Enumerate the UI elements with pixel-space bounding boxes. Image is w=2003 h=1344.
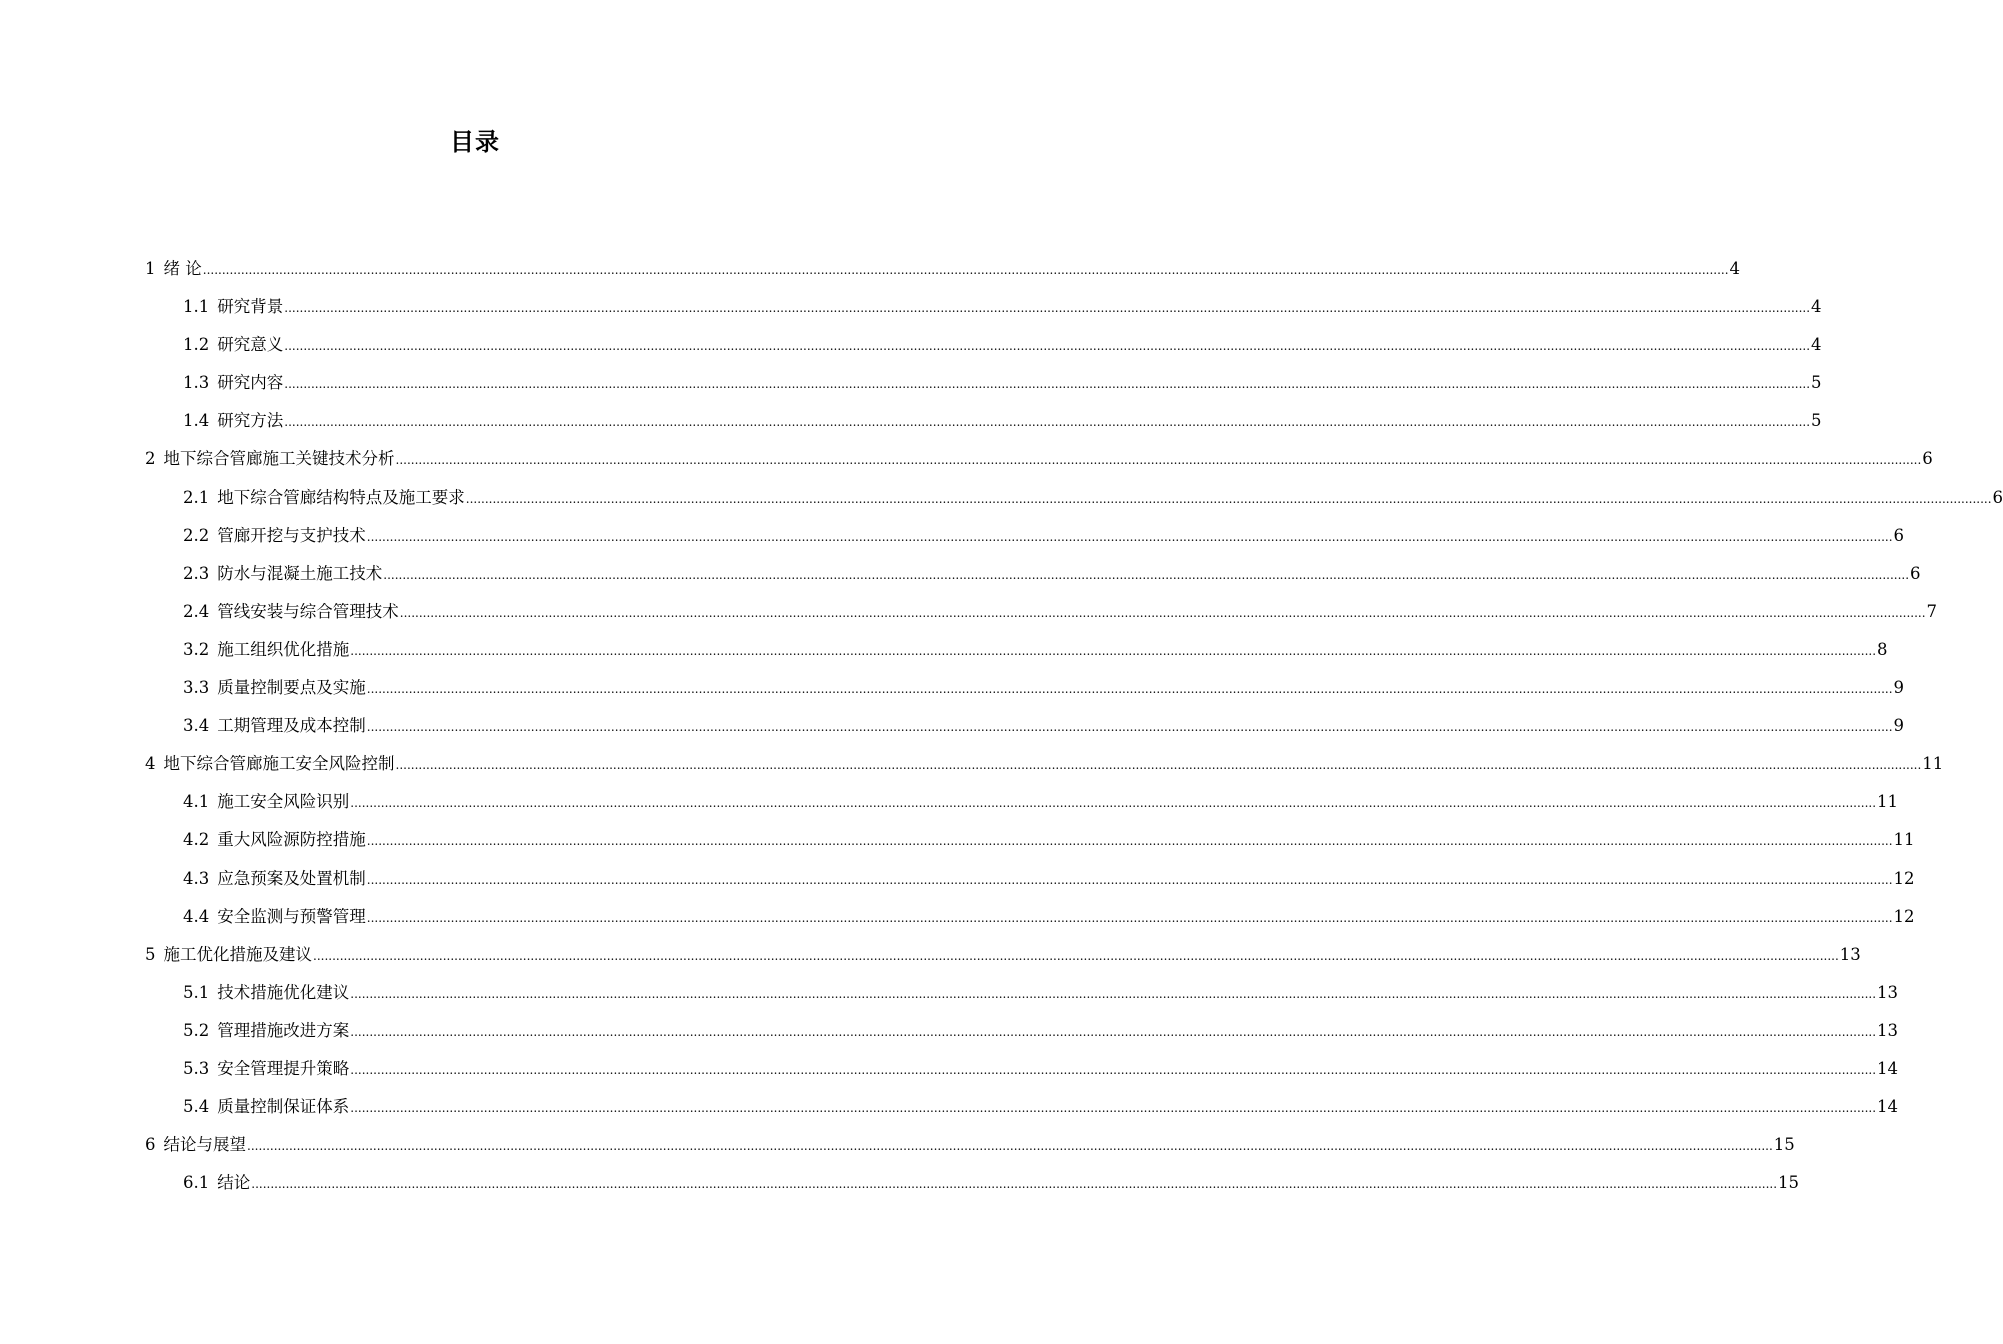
- toc-entry-page-number: 14: [1877, 1097, 1899, 1117]
- toc-entry-number: 6.1: [183, 1173, 210, 1193]
- toc-entry-number: 2.3: [183, 563, 210, 583]
- toc-entry-page-number: 14: [1877, 1058, 1899, 1078]
- toc-entry-number: 2.4: [183, 601, 210, 621]
- toc-leader-dots: ................................................................................................................................................................................................................................................................................................................................................................................................................: [366, 720, 1893, 735]
- toc-leader-dots: ................................................................................................................................................................................................................................................................................................................................................................................................................: [366, 682, 1893, 697]
- toc-leader-dots: ................................................................................................................................................................................................................................................................................................................................................................................................................: [395, 453, 1922, 468]
- toc-entry-number: 6: [145, 1135, 156, 1155]
- toc-entry-title: 管廊开挖与支护技术: [217, 525, 366, 545]
- toc-entry-title: 管理措施改进方案: [217, 1020, 350, 1040]
- toc-entry-number: 5.2: [183, 1020, 210, 1040]
- toc-entry-subsection[interactable]: [145, 1014, 1899, 1052]
- toc-entry-page-number: 5: [1811, 411, 1822, 431]
- toc-entry-subsection[interactable]: [145, 709, 1905, 747]
- toc-entry-page-number: 13: [1877, 982, 1899, 1002]
- toc-entry-page-number: 9: [1893, 716, 1905, 736]
- toc-leader-dots: ................................................................................................................................................................................................................................................................................................................................................................................................................: [247, 1139, 1773, 1154]
- toc-entry-subsection[interactable]: [145, 1090, 1899, 1128]
- toc-leader-dots: ................................................................................................................................................................................................................................................................................................................................................................................................................: [366, 529, 1893, 544]
- toc-entry-number: 2: [145, 449, 156, 469]
- toc-entry-page-number: 6: [1893, 525, 1905, 545]
- toc-entry-title: 研究方法: [217, 411, 284, 431]
- toc-entry-page-number: 11: [1922, 754, 1944, 774]
- toc-leader-dots: ................................................................................................................................................................................................................................................................................................................................................................................................................: [202, 263, 1729, 277]
- toc-entry-chapter[interactable]: [145, 747, 1944, 785]
- toc-entry-page-number: 4: [1811, 297, 1822, 317]
- toc-entry-title: 工期管理及成本控制: [217, 716, 366, 736]
- toc-entry-subsection[interactable]: [145, 1166, 1800, 1204]
- toc-entry-number: 5.4: [183, 1097, 210, 1117]
- toc-entry-page-number: 4: [1729, 259, 1741, 278]
- toc-entry-number: 1.4: [183, 411, 210, 431]
- toc-entry-title: 研究意义: [217, 335, 284, 355]
- toc-entry-number: 3.4: [183, 716, 210, 736]
- toc-leader-dots: ................................................................................................................................................................................................................................................................................................................................................................................................................: [350, 1101, 1877, 1116]
- toc-entry-page-number: 7: [1926, 601, 1938, 621]
- toc-entry-number: 1: [145, 259, 156, 278]
- toc-entry-title: 绪 论: [163, 259, 202, 278]
- toc-entry-number: 1.1: [183, 297, 210, 317]
- toc-entry-subsection[interactable]: [145, 290, 1822, 328]
- table-of-contents: [145, 252, 2003, 1204]
- toc-entry-page-number: 4: [1811, 335, 1822, 355]
- toc-entry-subsection[interactable]: [145, 519, 1905, 557]
- toc-entry-subsection[interactable]: [145, 671, 1905, 709]
- toc-leader-dots: ................................................................................................................................................................................................................................................................................................................................................................................................................: [350, 1024, 1877, 1039]
- toc-entry-number: 5.3: [183, 1058, 210, 1078]
- toc-entry-number: 3.2: [183, 639, 210, 659]
- toc-leader-dots: ................................................................................................................................................................................................................................................................................................................................................................................................................: [395, 758, 1922, 773]
- toc-entry-page-number: 11: [1877, 792, 1899, 812]
- toc-leader-dots: ................................................................................................................................................................................................................................................................................................................................................................................................................: [350, 796, 1877, 811]
- toc-entry-number: 3.3: [183, 678, 210, 698]
- toc-entry-title: 重大风险源防控措施: [217, 830, 366, 850]
- toc-leader-dots: ................................................................................................................................................................................................................................................................................................................................................................................................................: [350, 1062, 1877, 1077]
- toc-leader-dots: ................................................................................................................................................................................................................................................................................................................................................................................................................: [284, 301, 1811, 316]
- toc-entry-number: 4.1: [183, 792, 210, 812]
- toc-entry-page-number: 13: [1877, 1020, 1899, 1040]
- toc-entry-page-number: 8: [1877, 639, 1888, 659]
- toc-leader-dots: ................................................................................................................................................................................................................................................................................................................................................................................................................: [366, 910, 1893, 925]
- toc-entry-title: 地下综合管廊施工关键技术分析: [163, 449, 395, 469]
- toc-leader-dots: ................................................................................................................................................................................................................................................................................................................................................................................................................: [251, 1177, 1778, 1192]
- toc-entry-chapter[interactable]: [145, 442, 1933, 480]
- toc-entry-number: 4.2: [183, 830, 210, 850]
- toc-entry-subsection[interactable]: [145, 633, 1888, 671]
- toc-entry-title: 施工安全风险识别: [217, 792, 350, 812]
- toc-entry-subsection[interactable]: [145, 595, 1938, 633]
- toc-entry-title: 防水与混凝土施工技术: [217, 563, 383, 583]
- toc-leader-dots: ................................................................................................................................................................................................................................................................................................................................................................................................................: [284, 377, 1811, 392]
- toc-entry-number: 2.1: [183, 487, 210, 507]
- toc-entry-page-number: 5: [1811, 373, 1822, 393]
- toc-entry-number: 4.3: [183, 868, 210, 888]
- toc-entry-chapter[interactable]: [145, 938, 1861, 976]
- toc-leader-dots: ................................................................................................................................................................................................................................................................................................................................................................................................................: [399, 605, 1926, 620]
- toc-entry-page-number: 13: [1839, 944, 1861, 964]
- toc-entry-title: 安全管理提升策略: [217, 1058, 350, 1078]
- toc-entry-title: 技术措施优化建议: [217, 982, 350, 1002]
- toc-entry-subsection[interactable]: [145, 976, 1899, 1014]
- toc-entry-subsection[interactable]: [145, 862, 1915, 900]
- toc-entry-title: 管线安装与综合管理技术: [217, 601, 399, 621]
- toc-leader-dots: ................................................................................................................................................................................................................................................................................................................................................................................................................: [350, 643, 1877, 658]
- toc-leader-dots: ................................................................................................................................................................................................................................................................................................................................................................................................................: [366, 872, 1893, 887]
- toc-entry-subsection[interactable]: [145, 366, 1822, 404]
- toc-entry-title: 结论与展望: [163, 1135, 246, 1155]
- toc-leader-dots: ................................................................................................................................................................................................................................................................................................................................................................................................................: [284, 339, 1811, 354]
- toc-entry-chapter[interactable]: [145, 1128, 1795, 1166]
- toc-entry-subsection[interactable]: [145, 823, 1915, 861]
- toc-entry-title: 地下综合管廊结构特点及施工要求: [217, 487, 465, 507]
- toc-leader-dots: ................................................................................................................................................................................................................................................................................................................................................................................................................: [350, 986, 1877, 1001]
- toc-entry-page-number: 15: [1773, 1135, 1795, 1155]
- toc-entry-title: 质量控制保证体系: [217, 1097, 350, 1117]
- toc-entry-title: 研究背景: [217, 297, 284, 317]
- toc-entry-number: 2.2: [183, 525, 210, 545]
- toc-entry-page-number: 15: [1778, 1173, 1800, 1193]
- toc-entry-number: 1.3: [183, 373, 210, 393]
- toc-leader-dots: ................................................................................................................................................................................................................................................................................................................................................................................................................: [383, 567, 1910, 582]
- toc-entry-page-number: 9: [1893, 678, 1905, 698]
- toc-entry-subsection[interactable]: [145, 557, 1921, 595]
- toc-entry-subsection[interactable]: [145, 328, 1822, 366]
- toc-entry-title: 安全监测与预警管理: [217, 906, 366, 926]
- toc-entry-number: 5: [145, 944, 156, 964]
- toc-leader-dots: ................................................................................................................................................................................................................................................................................................................................................................................................................: [366, 834, 1893, 849]
- toc-entry-subsection[interactable]: [145, 785, 1899, 823]
- toc-entry-number: 1.2: [183, 335, 210, 355]
- toc-entry-subsection[interactable]: [145, 1052, 1899, 1090]
- toc-entry-title: 地下综合管廊施工安全风险控制: [163, 754, 395, 774]
- toc-entry-page-number: 11: [1893, 830, 1915, 850]
- toc-entry-page-number: 6: [1922, 449, 1933, 469]
- toc-entry-chapter[interactable]: [145, 252, 1741, 290]
- toc-entry-subsection[interactable]: [145, 900, 1915, 938]
- toc-entry-page-number: 12: [1893, 868, 1915, 888]
- toc-entry-subsection[interactable]: [145, 404, 1822, 442]
- toc-entry-title: 研究内容: [217, 373, 284, 393]
- toc-leader-dots: ................................................................................................................................................................................................................................................................................................................................................................................................................: [284, 415, 1811, 430]
- toc-entry-subsection[interactable]: [145, 481, 2003, 519]
- toc-entry-title: 施工优化措施及建议: [163, 944, 312, 964]
- toc-title: 目录: [450, 128, 500, 156]
- toc-entry-page-number: 6: [1992, 487, 2003, 507]
- toc-entry-number: 4.4: [183, 906, 210, 926]
- toc-leader-dots: ................................................................................................................................................................................................................................................................................................................................................................................................................: [465, 491, 1992, 506]
- toc-entry-title: 施工组织优化措施: [217, 639, 350, 659]
- toc-entry-page-number: 12: [1893, 906, 1915, 926]
- toc-entry-title: 应急预案及处置机制: [217, 868, 366, 888]
- toc-entry-page-number: 6: [1910, 563, 1921, 583]
- toc-entry-number: 5.1: [183, 982, 210, 1002]
- toc-leader-dots: ................................................................................................................................................................................................................................................................................................................................................................................................................: [313, 948, 1839, 963]
- toc-entry-title: 质量控制要点及实施: [217, 678, 366, 698]
- toc-entry-number: 4: [145, 754, 156, 774]
- toc-entry-title: 结论: [217, 1173, 251, 1193]
